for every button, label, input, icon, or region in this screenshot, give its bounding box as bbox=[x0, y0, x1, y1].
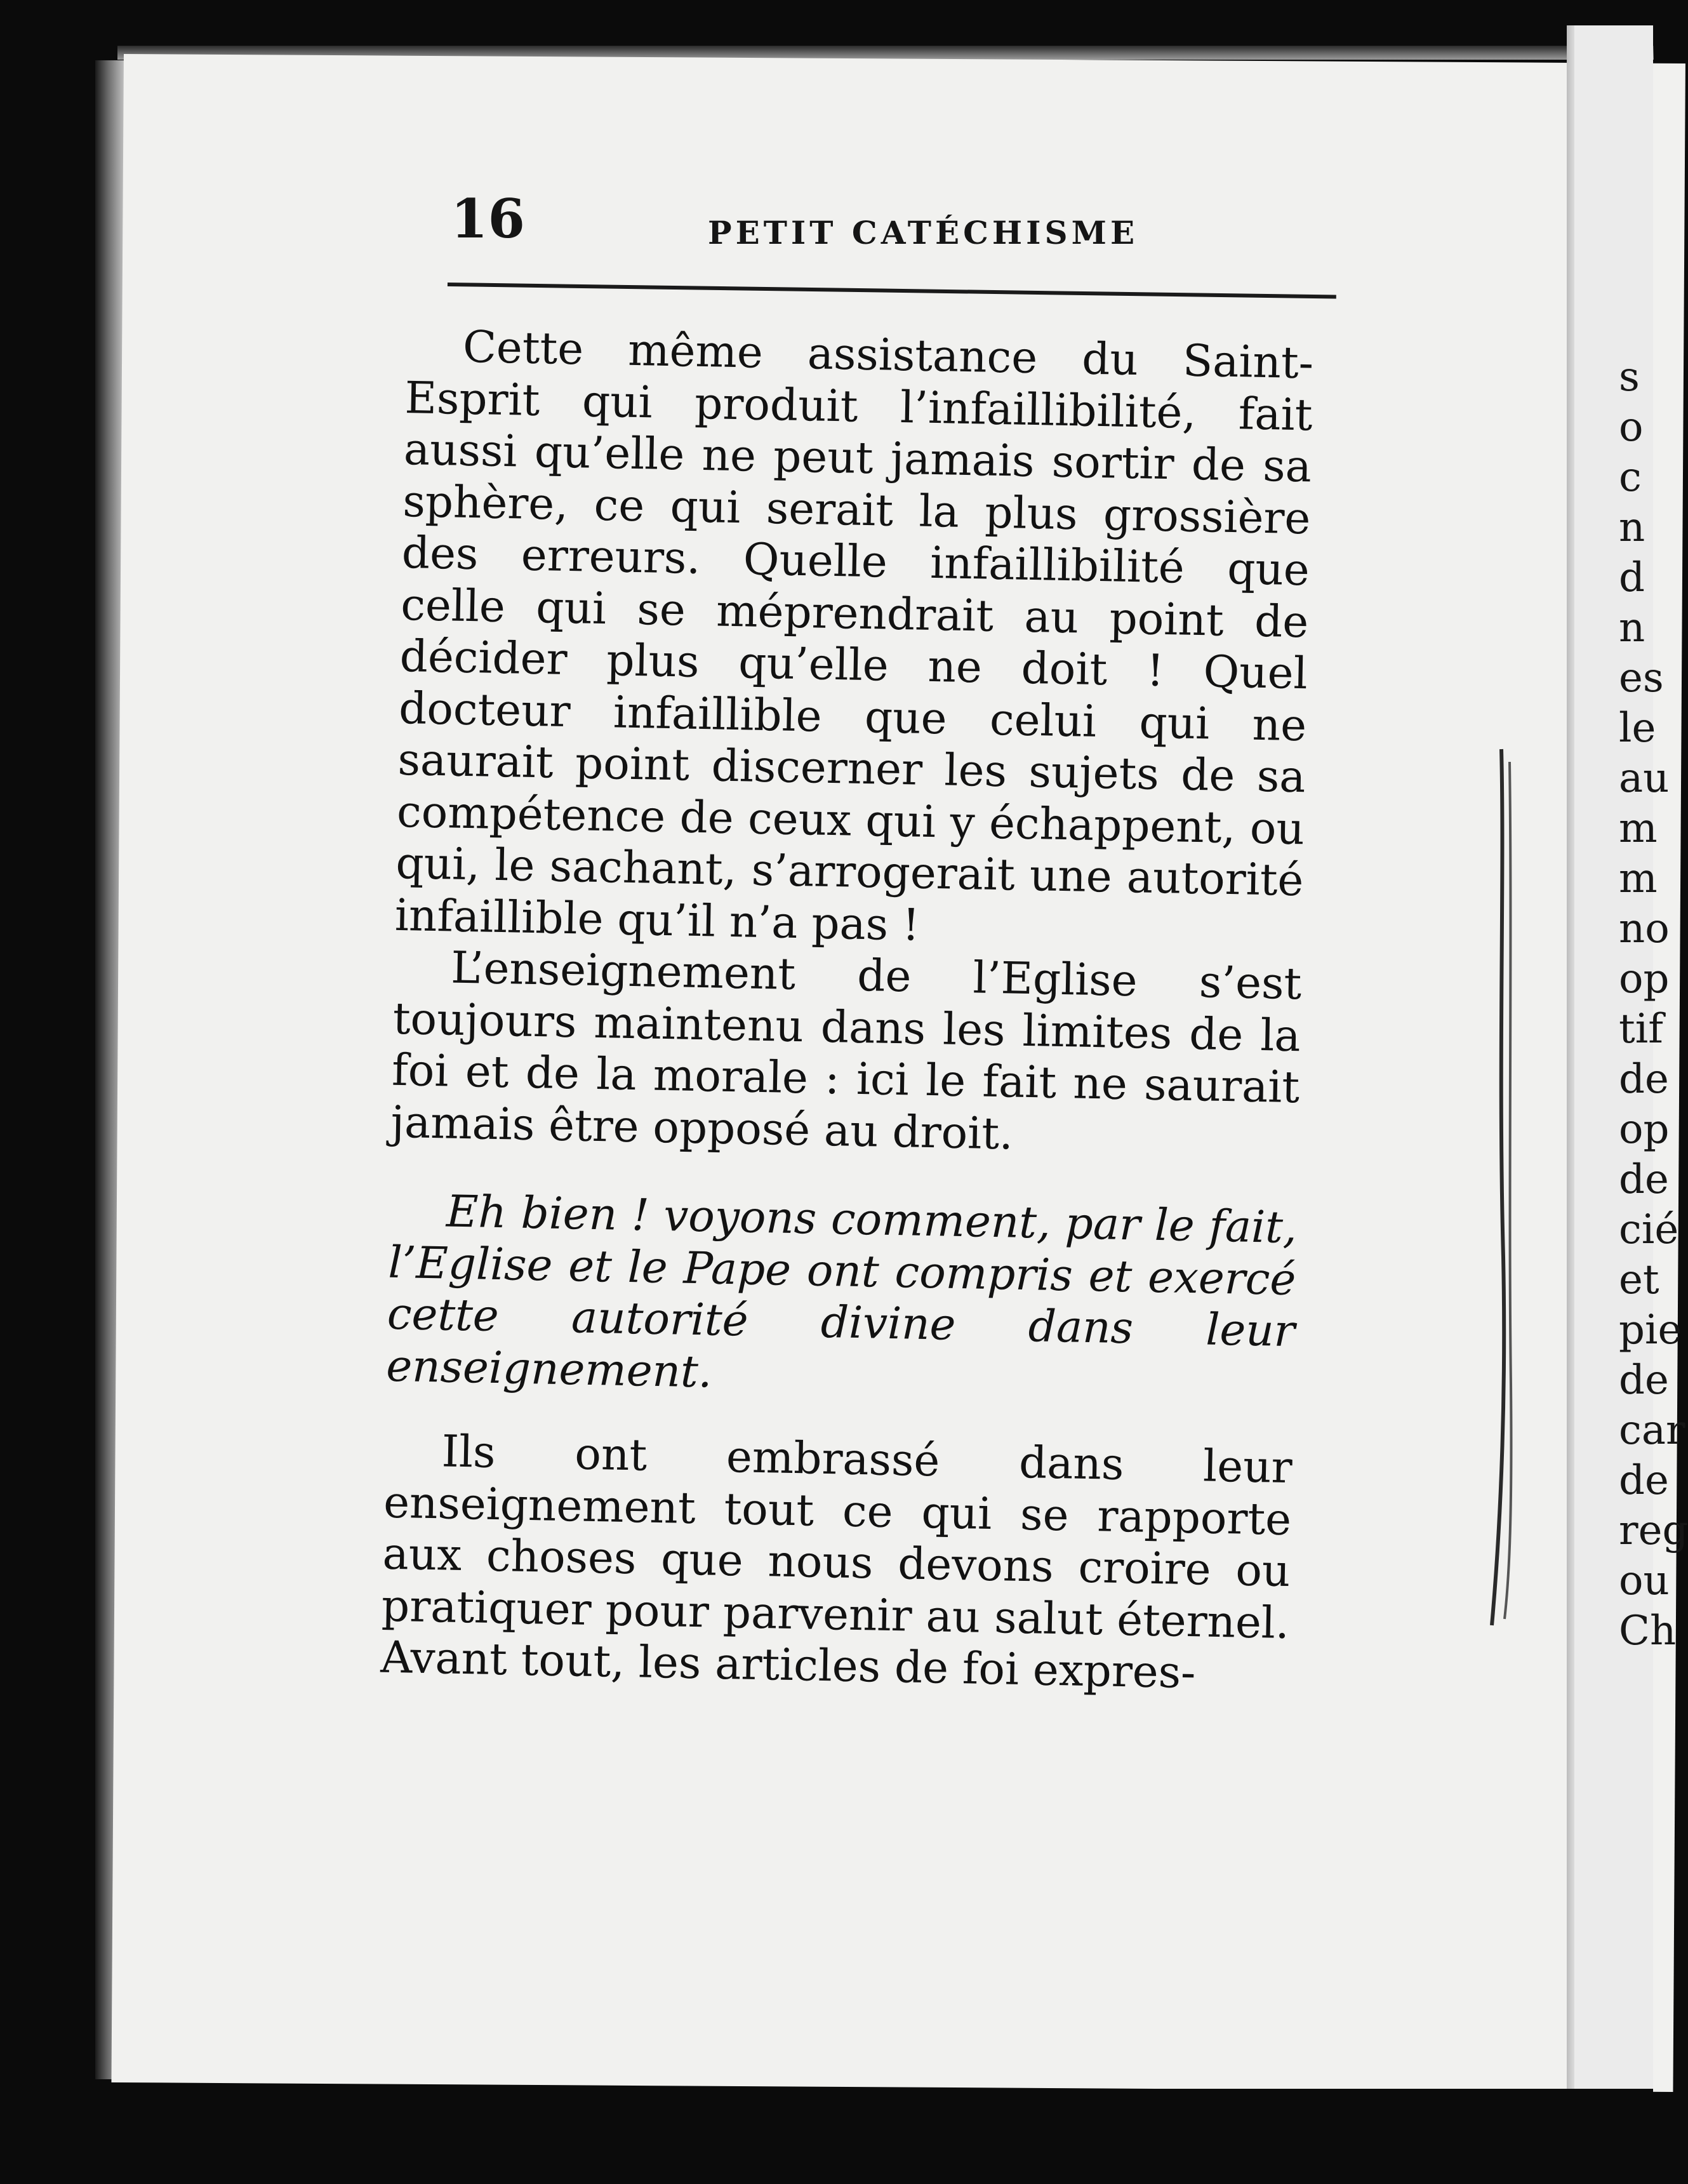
facing-line: n bbox=[1619, 504, 1645, 551]
scan-background-bottom bbox=[0, 2089, 1653, 2184]
facing-page-text bbox=[1619, 352, 1688, 1656]
facing-line: es bbox=[1619, 655, 1664, 702]
facing-line: au bbox=[1619, 755, 1670, 802]
facing-line: m bbox=[1619, 855, 1658, 902]
facing-line: op bbox=[1619, 1106, 1670, 1153]
running-head bbox=[451, 187, 1339, 263]
facing-line: op bbox=[1619, 956, 1670, 1002]
facing-line: de bbox=[1619, 1357, 1669, 1404]
paragraph-church-teaching-limits: L’enseignement de l’Eglise s’est toujours maintenu dans les limites de la foi et de la morale : ici le fait ne saurait jamais être opposé au droit. bbox=[390, 942, 1302, 1160]
page-number: 16 bbox=[451, 187, 525, 250]
facing-line: le bbox=[1619, 705, 1656, 752]
facing-line: car bbox=[1619, 1407, 1685, 1454]
facing-line: o bbox=[1619, 404, 1644, 451]
facing-line: Ch bbox=[1619, 1608, 1677, 1655]
facing-line: pie bbox=[1619, 1307, 1682, 1354]
facing-line: et bbox=[1619, 1256, 1659, 1303]
show-through-bracket bbox=[1479, 749, 1517, 1638]
facing-line: c bbox=[1619, 454, 1642, 501]
body-text bbox=[380, 321, 1314, 1701]
paragraph-question-italic: Eh bien ! voyons comment, par le fait, l’Eglise et le Pape ont compris et exercé cette autorité divine dans leur enseignement. bbox=[385, 1186, 1298, 1398]
facing-line: n bbox=[1619, 604, 1645, 651]
facing-line: tif bbox=[1619, 1006, 1663, 1053]
facing-line: m bbox=[1619, 805, 1658, 852]
running-title: PETIT CATÉCHISME bbox=[708, 214, 1139, 251]
facing-line: de bbox=[1619, 1156, 1669, 1203]
facing-line: reg bbox=[1619, 1507, 1688, 1554]
facing-line: de bbox=[1619, 1056, 1669, 1103]
paragraph-answer: Ils ont embrassé dans leur enseignement tout ce qui se rapporte aux choses que nous devons croire ou pratiquer pour parvenir au salut éternel. Avant tout, les articles de foi expres- bbox=[380, 1426, 1293, 1699]
paragraph-infallibility-scope: Cette même assistance du Saint-Esprit qui produit l’infaillibilité, fait aussi qu’elle ne peut jamais sortir de sa sphère, ce qui serait la plus grossière des erreurs. Quelle infaillibilité que celle qui se méprendrait au point de décider plus qu’elle ne doit ! Quel docteur infaillible que celui qui ne saurait point discerner les sujets de sa compétence de ceux qui y échappent, ou qui, le sachant, s’arrogerait une autorité infaillible qu’il n’a pas ! bbox=[394, 321, 1314, 951]
facing-line: d bbox=[1619, 554, 1645, 601]
facing-line: cié bbox=[1619, 1206, 1679, 1253]
facing-line: ou bbox=[1619, 1557, 1670, 1604]
facing-line: s bbox=[1619, 354, 1640, 401]
facing-line: no bbox=[1619, 905, 1670, 952]
facing-line: de bbox=[1619, 1457, 1669, 1504]
